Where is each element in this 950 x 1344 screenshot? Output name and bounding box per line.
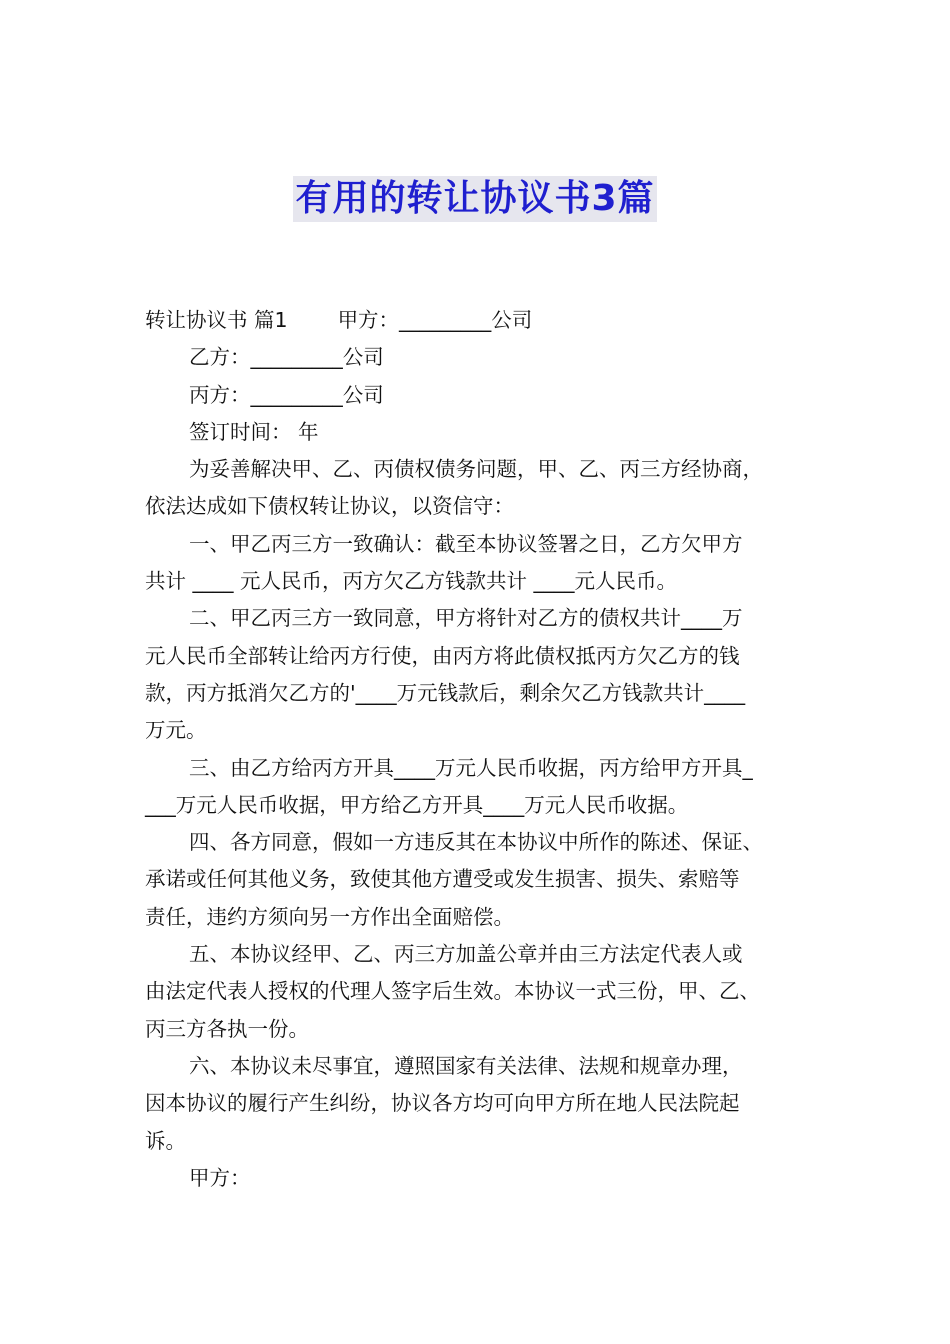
paragraph-line: 元人民币全部转让给丙方行使，由丙方将此债权抵丙方欠乙方的钱 — [145, 643, 740, 668]
paragraph-line: 为妥善解决甲、乙、丙债权债务问题，甲、乙、丙三方经协商， — [189, 457, 763, 482]
paragraph-line: 依法达成如下债权转让协议，以资信守： — [145, 494, 514, 519]
paragraph-line: 共计 ____ 元人民币，丙方欠乙方钱款共计 ____元人民币。 — [145, 569, 678, 594]
paragraph-line: 由法定代表人授权的代理人签字后生效。本协议一式三份，甲、乙、 — [145, 979, 760, 1004]
paragraph-line: 诉。 — [145, 1128, 186, 1153]
paragraph-line: 丙三方各执一份。 — [145, 1016, 309, 1041]
title-container — [0, 176, 950, 222]
sign-date-line: 签订时间： 年 — [189, 419, 319, 444]
paragraph-line: 四、各方同意，假如一方违反其在本协议中所作的陈述、保证、 — [189, 830, 763, 855]
paragraph-line: 一、甲乙丙三方一致确认：截至本协议签署之日，乙方欠甲方 — [189, 531, 743, 556]
paragraph-line: ___万元人民币收据，甲方给乙方开具____万元人民币收据。 — [145, 792, 689, 817]
paragraph-line: 五、本协议经甲、乙、丙三方加盖公章并由三方法定代表人或 — [189, 942, 743, 967]
paragraph-line: 三、由乙方给丙方开具____万元人民币收据，丙方给甲方开具_ — [189, 755, 753, 780]
paragraph-line: 因本协议的履行产生纠纷，协议各方均可向甲方所在地人民法院起 — [145, 1091, 740, 1116]
paragraph-line: 责任，违约方须向另一方作出全面赔偿。 — [145, 904, 514, 929]
paragraph-line: 万元。 — [145, 718, 207, 743]
paragraph-line: 六、本协议未尽事宜，遵照国家有关法律、法规和规章办理， — [189, 1053, 743, 1078]
signature-party-a: 甲方： — [189, 1165, 251, 1190]
paragraph-line: 款，丙方抵消欠乙方的'____万元钱款后，剩余欠乙方钱款共计____ — [145, 680, 746, 705]
party-b-line: 乙方：_________公司 — [189, 345, 384, 370]
paragraph-line: 承诺或任何其他义务，致使其他方遭受或发生损害、损失、索赔等 — [145, 867, 740, 892]
party-c-line: 丙方：_________公司 — [189, 382, 384, 407]
document-title: 有用的转让协议书3篇 — [293, 176, 656, 222]
party-a-field: 甲方：_________公司 — [337, 308, 533, 332]
heading-line — [145, 302, 815, 339]
document-body — [145, 302, 815, 1197]
section-heading: 转让协议书 篇1 — [145, 308, 288, 332]
paragraph-line: 二、甲乙丙三方一致同意，甲方将针对乙方的债权共计____万 — [189, 606, 743, 631]
